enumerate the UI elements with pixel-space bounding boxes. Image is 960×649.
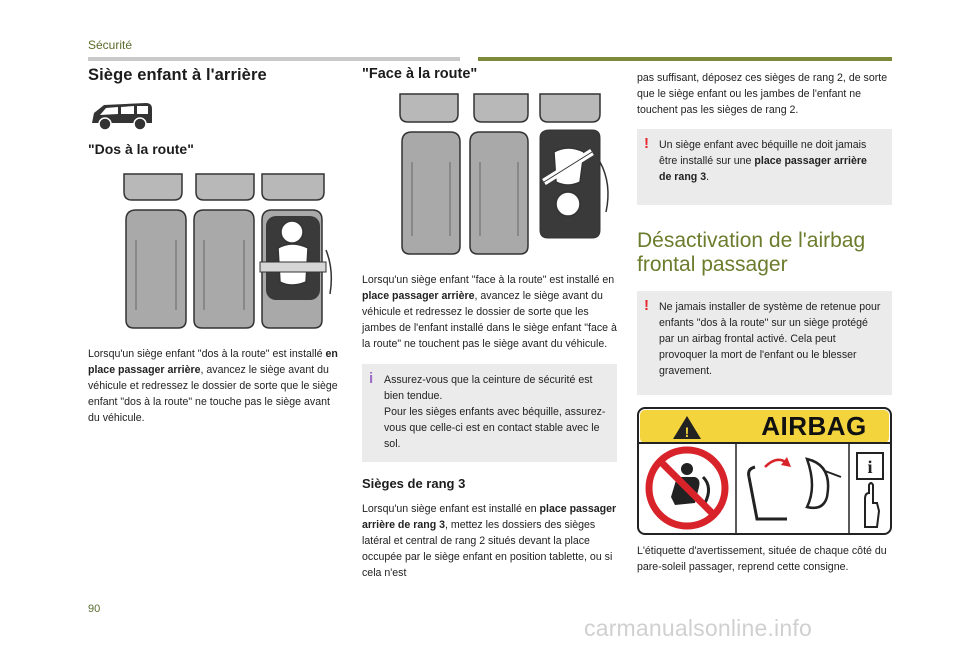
rang3-title: Sièges de rang 3	[362, 476, 466, 491]
page-number: 90	[88, 603, 101, 615]
column-middle	[362, 66, 617, 581]
note-text: Ne jamais installer de système de retenue pour enfants "dos à la route" sur un siège protégé par un airbag frontal activé. Cela peut provoquer la mort de l'enfant ou le blesser gravement.	[659, 301, 881, 377]
warning-exclamation-icon: !	[644, 135, 649, 152]
emphasis: place passager arrière	[362, 290, 475, 302]
subtitle-rear-facing: "Dos à la route"	[88, 141, 194, 157]
warning-note-airbag	[637, 291, 892, 395]
label-caption: L'étiquette d'avertissement, située de chaque côté du pare-soleil passager, reprend cette consigne.	[637, 545, 887, 573]
text: Un siège enfant avec béquille ne doit jamais être installé sur une	[659, 139, 867, 167]
note-text: Assurez-vous que la ceinture de sécurité est bien tendue.	[384, 374, 593, 402]
text: Lorsqu'un siège enfant est installé en	[362, 503, 540, 515]
text: Lorsqu'un siège enfant "dos à la route" est installé	[88, 348, 326, 360]
info-note	[362, 364, 617, 462]
text: , mettez les dossiers des sièges latéral et central de rang 2 situés devant la place occupée par le siège enfant en position tablette, ou si cela n'est	[362, 519, 613, 579]
section-title-airbag: Désactivation de l'airbag frontal passager	[637, 229, 866, 276]
header-rule-right	[478, 57, 892, 61]
paragraph-forward-facing	[362, 272, 617, 352]
airbag-label-word: AIRBAG	[761, 411, 867, 441]
subtitle-forward-facing: "Face à la route"	[362, 66, 478, 82]
header-rule-left	[88, 57, 460, 61]
rear-facing-seat-illustration	[120, 170, 342, 330]
text: Lorsqu'un siège enfant "face à la route" est installé en	[362, 274, 615, 286]
airbag-warning-label	[637, 407, 892, 535]
text: , avancez le siège avant du véhicule et redressez le dossier de sorte que les jambes de l'enfant installé dans le siège enfant "face à la route" ne touchent pas le siège avant du véhicule.	[362, 290, 617, 350]
emphasis: place passager arrière de rang 3	[659, 155, 867, 183]
warning-exclamation-icon: !	[644, 297, 649, 314]
van-icon	[88, 97, 158, 133]
watermark: carmanualsonline.info	[584, 615, 812, 641]
column-left	[88, 66, 343, 426]
forward-facing-seat-illustration	[394, 92, 616, 256]
emphasis: place passager arrière de rang 3	[362, 503, 617, 531]
paragraph-rang3	[362, 501, 617, 581]
note-text: Pour les sièges enfants avec béquille, assurez-vous que celle-ci est en contact stable avec le sol.	[384, 406, 606, 450]
text: .	[706, 171, 710, 183]
text: , avancez le siège avant du véhicule et redressez le dossier de sorte que le siège enfant "dos à la route" ne touche pas le siège avant du véhicule.	[88, 364, 338, 424]
info-icon: i	[369, 370, 374, 387]
column-right	[637, 66, 892, 575]
paragraph-continuation: pas suffisant, déposez ces sièges de rang 2, de sorte que le siège enfant ou les jambes de l'enfant ne touchent pas les sièges de rang 2.	[637, 72, 888, 116]
paragraph-rear-facing	[88, 346, 343, 426]
note-text	[659, 137, 882, 185]
emphasis: en place passager arrière	[88, 348, 338, 376]
page-title: Siège enfant à l'arrière	[88, 66, 267, 84]
svg-text:i: i	[867, 457, 873, 477]
svg-text:!: !	[684, 424, 690, 440]
warning-note-crutch	[637, 129, 892, 205]
section-label: Sécurité	[88, 38, 133, 52]
